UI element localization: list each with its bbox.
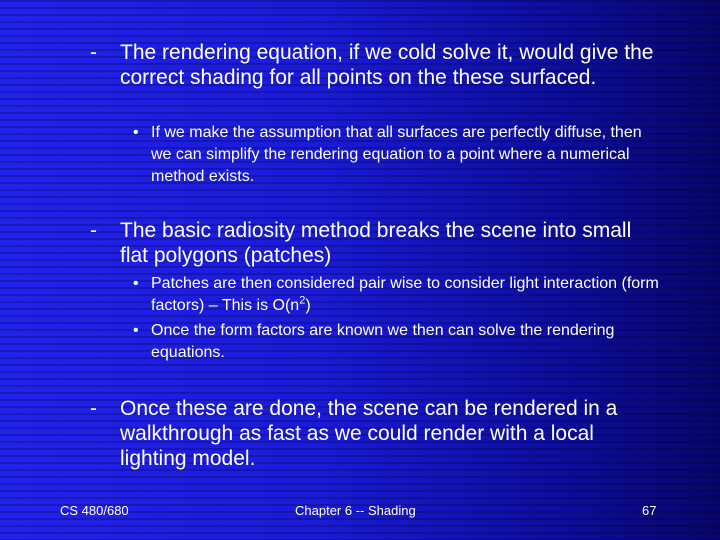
footer-page-number: 67 [642, 503, 657, 518]
footer-chapter: Chapter 6 -- Shading [295, 503, 416, 518]
sub-bullet-2-2-text: Once the form factors are known we then can solve the rendering equations. [151, 322, 615, 361]
bullet-3-text: Once these are done, the scene can be rendered in a walkthrough as fast as we could render with a local lighting model. [120, 397, 618, 470]
bullet-dash: - [90, 397, 97, 420]
bullet-1 [90, 40, 660, 90]
bullet-1-text: The rendering equation, if we cold solve it, would give the correct shading for all points on the these surfaced. [120, 41, 654, 89]
sub-bullet-dot: • [133, 124, 139, 141]
sub-bullet-2-1-text-after: ) [305, 297, 311, 314]
bullet-dash: - [90, 219, 97, 242]
bullet-2 [90, 218, 660, 268]
superscript: 2 [299, 294, 306, 307]
sub-bullet-2-1-text-before: Patches are then considered pair wise to consider light interaction (form factors) – This is O(n [151, 275, 659, 314]
bullet-3 [90, 396, 660, 471]
bullet-dash: - [90, 41, 97, 64]
sub-bullet-2-1 [133, 273, 663, 317]
sub-bullet-2-1-text [151, 273, 663, 317]
bullet-2-text: The basic radiosity method breaks the scene into small flat polygons (patches) [120, 219, 632, 267]
sub-bullet-dot: • [133, 275, 139, 292]
sub-bullet-2-2 [133, 320, 663, 364]
sub-bullet-dot: • [133, 322, 139, 339]
sub-bullet-1-1 [133, 122, 663, 188]
sub-bullet-1-1-text: If we make the assumption that all surfaces are perfectly diffuse, then we can simplify the rendering equation to a point where a numerical method exists. [151, 124, 642, 185]
footer-course: CS 480/680 [60, 503, 129, 518]
